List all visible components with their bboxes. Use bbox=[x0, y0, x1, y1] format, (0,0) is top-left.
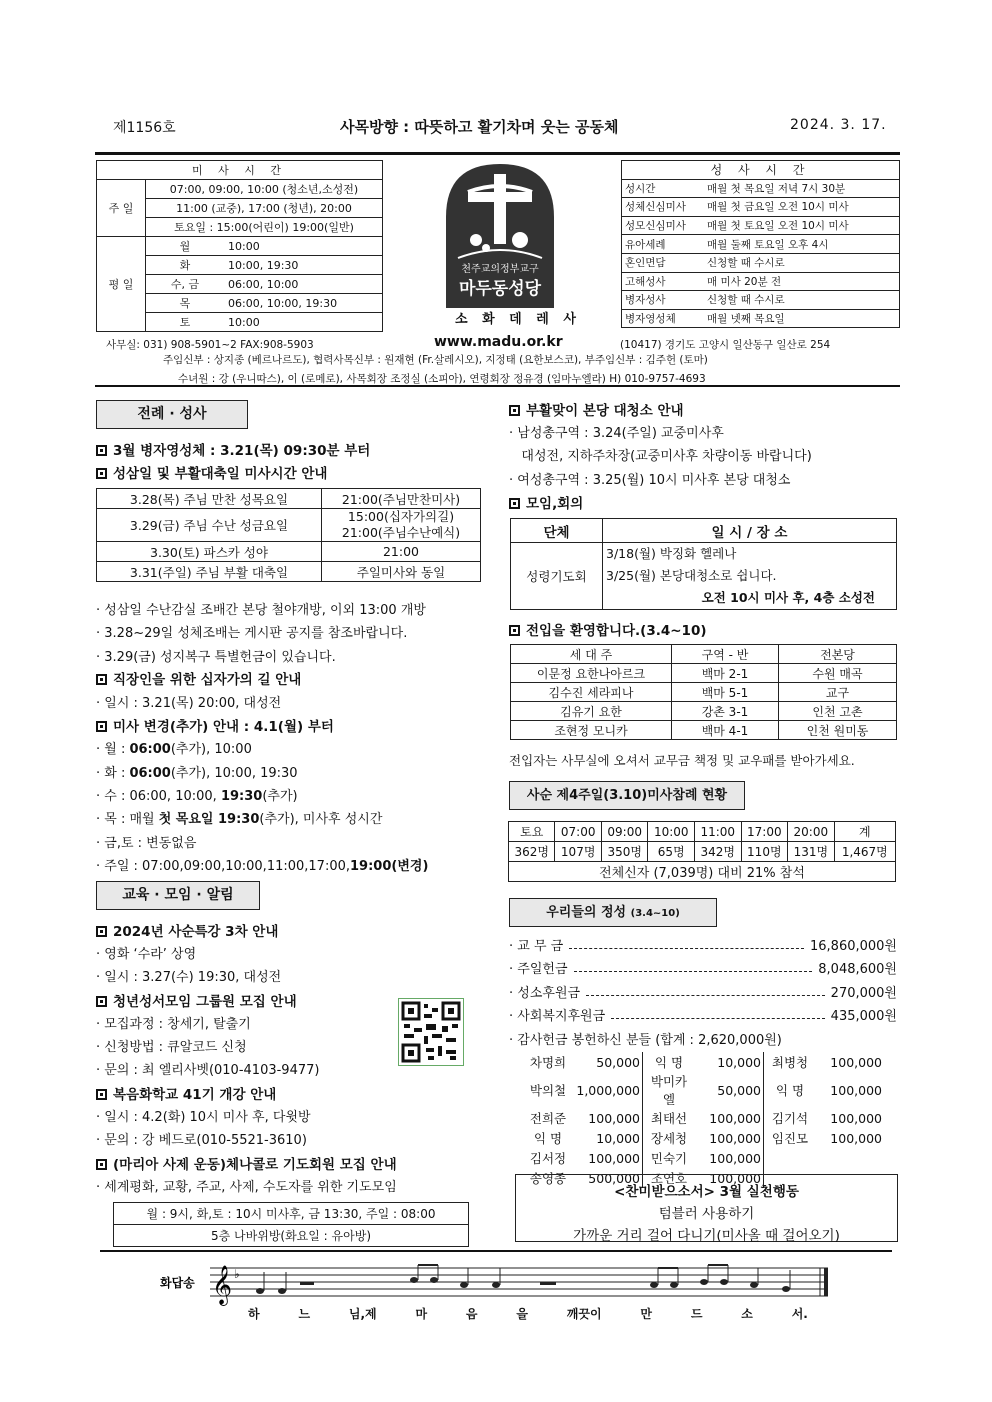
note-line: · 일시 : 3.27(수) 19:30, 대성전 bbox=[96, 970, 282, 985]
svg-text:♭: ♭ bbox=[234, 1267, 240, 1281]
newcomers-header: 구역 - 반 bbox=[672, 645, 779, 664]
attendance-title: 사순 제4주일(3.10)미사참례 현황 bbox=[509, 781, 745, 810]
offering-title: 우리들의 정성 (3.4~10) bbox=[509, 898, 717, 927]
psalm-label: 화답송 bbox=[160, 1276, 195, 1290]
holy-week-time: 주일미사와 동일 bbox=[322, 562, 481, 582]
sacrament-time: 매월 첫 목요일 저녁 7시 30분 bbox=[704, 179, 900, 198]
attendance-header: 10:00 bbox=[648, 822, 695, 842]
attendance-value: 350명 bbox=[601, 842, 648, 862]
footer-rule bbox=[100, 1250, 892, 1252]
weekday-day: 월 bbox=[146, 237, 225, 256]
donors-grid bbox=[522, 1052, 884, 1188]
table-row: 전희준 100,000 최태선 100,000 김기석 100,000 bbox=[522, 1108, 884, 1128]
note-line: · 여성총구역 : 3.25(월) 10시 미사후 본당 대청소 bbox=[509, 473, 791, 488]
meetings-header: 단체 bbox=[511, 519, 603, 543]
attendance-header: 계 bbox=[834, 822, 895, 842]
note-line: · 영화 ‘수라’ 상영 bbox=[96, 947, 197, 962]
sacrament-time: 신청할 때 수시로 bbox=[704, 291, 900, 310]
attendance-value: 65명 bbox=[648, 842, 695, 862]
note-line: · 3.29(금) 성지복구 특별헌금이 있습니다. bbox=[96, 650, 336, 665]
header-rule bbox=[95, 152, 900, 155]
note-line: · 문의 : 최 엘리사벳(010-4103-9477) bbox=[96, 1063, 320, 1078]
note-line: · 신청방법 : 큐알코드 신청 bbox=[96, 1040, 247, 1055]
sacrament-time: 매 미사 20분 전 bbox=[704, 272, 900, 291]
sacrament-name: 병자성사 bbox=[622, 291, 705, 310]
newcomers-header: 세 대 주 bbox=[511, 645, 672, 664]
newcomer-note: 전입자는 사무실에 오셔서 교무금 책정 및 교우패를 받아가세요. bbox=[509, 753, 855, 768]
offering-line: · 교 무 금 16,860,000원 bbox=[509, 939, 897, 954]
psalm-lyrics bbox=[248, 1305, 808, 1322]
lyric-syllable: 음 bbox=[465, 1307, 478, 1321]
sacrament-name: 혼인면담 bbox=[622, 253, 705, 272]
sunday-row: 11:00 (교중), 17:00 (청년), 20:00 bbox=[146, 199, 383, 218]
square-bullet-icon bbox=[96, 721, 107, 732]
sacrament-name: 성시간 bbox=[622, 179, 705, 198]
weekday-time: 10:00 bbox=[224, 237, 383, 256]
saturday-row: 토요일 : 15:00(어린이) 19:00(일반) bbox=[146, 218, 383, 237]
attendance-header: 11:00 bbox=[695, 822, 742, 842]
attendance-header: 09:00 bbox=[601, 822, 648, 842]
weekday-day: 목 bbox=[146, 294, 225, 313]
sacraments-title: 성 사 시 간 bbox=[622, 161, 900, 180]
parish-patron: 소 화 데 레 사 bbox=[455, 312, 581, 327]
attendance-value: 362명 bbox=[509, 842, 555, 862]
holy-week-time: 21:00(주님만찬미사) bbox=[322, 489, 481, 509]
staff-line: 수녀원 : 강 (우니따스), 이 (로메로), 사목회장 조정실 (소피아), 연령회장 정유경 (임마누엘라) H) 010-9757-4693 bbox=[178, 373, 706, 385]
note-line: · 3.28~29일 성체조배는 게시판 공지를 참조바랍니다. bbox=[96, 626, 408, 641]
square-bullet-icon bbox=[96, 1089, 107, 1100]
attendance-table bbox=[508, 821, 896, 882]
weekday-time: 06:00, 10:00, 19:30 bbox=[224, 294, 383, 313]
table-row: 조현정 모니카 백마 4-1 인천 원미동 bbox=[511, 721, 897, 740]
mass-change-line: · 목 : 매월 첫 목요일 19:30(추가), 미사후 성시간 bbox=[96, 812, 383, 827]
newcomers-table bbox=[510, 644, 897, 740]
notice-heading: 직장인을 위한 십자가의 길 안내 bbox=[96, 668, 301, 688]
table-row: 김유기 요한 강촌 3-1 인천 고촌 bbox=[511, 702, 897, 721]
mass-change-line: · 화 : 06:00(추가), 10:00, 19:30 bbox=[96, 766, 298, 781]
prayer-schedule-table bbox=[113, 1202, 469, 1247]
svg-text:𝄞: 𝄞 bbox=[212, 1265, 233, 1305]
sacraments-table bbox=[621, 160, 900, 328]
pastoral-motto: 사목방향 : 따뜻하고 활기차며 웃는 공동체 bbox=[340, 118, 619, 136]
note-line: · 문의 : 강 베드로(010-5521-3610) bbox=[96, 1133, 307, 1148]
notice-heading: 미사 변경(추가) 안내 : 4.1(월) 부터 bbox=[96, 715, 334, 735]
table-row: 익 명 10,000 장세청 100,000 임진모 100,000 bbox=[522, 1128, 884, 1148]
parish-name: 마두동성당 bbox=[458, 279, 542, 299]
priests-line: 주임신부 : 상지종 (베르나르도), 협력사목신부 : 원재현 (Fr.살레시오), 지정태 (요한보스코), 부주임신부 : 김주헌 (토마) bbox=[163, 354, 708, 366]
campaign-line: 텀블러 사용하기 bbox=[658, 1206, 755, 1222]
parish-logo bbox=[438, 162, 562, 310]
office-phone: 사무실: 031) 908-5901~2 FAX:908-5903 bbox=[106, 339, 314, 351]
address: (10417) 경기도 고양시 일산동구 일산로 254 bbox=[620, 339, 831, 351]
sunday-label: 주 일 bbox=[97, 180, 146, 237]
qr-code-icon[interactable] bbox=[398, 998, 464, 1066]
lyric-syllable: 깨끗이 bbox=[566, 1307, 602, 1321]
table-row: 송영종 500,000 조연호 100,000 bbox=[522, 1168, 884, 1188]
meeting-entry: 오전 10시 미사 후, 4층 소성전 bbox=[701, 590, 875, 605]
square-bullet-icon bbox=[509, 405, 520, 416]
prayer-schedule-place: 5층 나바위방(화요일 : 유아방) bbox=[114, 1225, 469, 1247]
table-row: 박의철 1,000,000 박미카엘 50,000 익 명 100,000 bbox=[529, 1074, 882, 1107]
thanks-heading: · 감사헌금 봉헌하신 분들 (합계 : 2,620,000원) bbox=[509, 1033, 782, 1048]
table-row: 이문정 요한나아르크 백마 2-1 수원 매곡 bbox=[511, 664, 897, 683]
sacrament-name: 유아세례 bbox=[622, 235, 705, 254]
sunday-row: 07:00, 09:00, 10:00 (청소년,소성전) bbox=[146, 180, 383, 199]
lyric-syllable: 마 bbox=[415, 1307, 428, 1321]
attendance-header: 17:00 bbox=[741, 822, 788, 842]
square-bullet-icon bbox=[96, 468, 107, 479]
meeting-entry: 3/18(월) 박징화 헬레나 bbox=[606, 546, 737, 561]
square-bullet-icon bbox=[96, 1159, 107, 1170]
notice-heading: 전입을 환영합니다.(3.4~10) bbox=[509, 619, 707, 639]
note-line: · 일시 : 3.21(목) 20:00, 대성전 bbox=[96, 696, 282, 711]
mass-change-line: · 금,토 : 변동없음 bbox=[96, 836, 197, 851]
offering-line: · 사회복지후원금 435,000원 bbox=[509, 1009, 897, 1024]
note-line: 대성전, 지하주차장(교중미사후 차량이동 바랍니다) bbox=[509, 449, 812, 464]
holy-week-time: 21:00(주님수난예식) bbox=[341, 525, 461, 540]
holy-week-day: 3.28(목) 주님 만찬 성목요일 bbox=[97, 489, 322, 509]
sacrament-name: 병자영성체 bbox=[622, 309, 705, 328]
sacrament-time: 매월 둘째 토요일 오후 4시 bbox=[704, 235, 900, 254]
weekday-time: 10:00 bbox=[224, 313, 383, 332]
notice-heading: 복음화학교 41기 개강 안내 bbox=[96, 1083, 276, 1103]
sacrament-time: 매월 첫 토요일 오전 10시 미사 bbox=[704, 216, 900, 235]
lyric-syllable: 님,제 bbox=[348, 1307, 377, 1321]
education-section-title: 교육 · 모임 · 알림 bbox=[96, 881, 260, 910]
section-rule bbox=[95, 385, 900, 387]
attendance-value: 131명 bbox=[788, 842, 835, 862]
notice-heading: 3월 병자영성체 : 3.21(목) 09:30분 부터 bbox=[96, 439, 370, 459]
table-row: 김수진 세라피나 백마 5-1 교구 bbox=[511, 683, 897, 702]
sacrament-time: 매월 첫 금요일 오전 10시 미사 bbox=[704, 198, 900, 217]
campaign-box bbox=[515, 1174, 898, 1242]
holy-week-day: 3.29(금) 주님 수난 성금요일 bbox=[97, 509, 322, 542]
mass-times-table bbox=[96, 160, 383, 332]
meetings-header: 일 시 / 장 소 bbox=[603, 519, 897, 543]
attendance-value: 110명 bbox=[741, 842, 788, 862]
mass-times-title: 미 사 시 간 bbox=[97, 161, 383, 180]
holy-week-day: 3.31(주일) 주님 부활 대축일 bbox=[97, 562, 322, 582]
lyric-syllable: 느 bbox=[298, 1307, 311, 1321]
mass-change-line: · 수 : 06:00, 10:00, 19:30(추가) bbox=[96, 789, 298, 804]
table-row: 김서정 100,000 민숙기 100,000 bbox=[522, 1148, 884, 1168]
attendance-header: 07:00 bbox=[555, 822, 602, 842]
attendance-total: 전체신자 (7,039명) 대비 21% 참석 bbox=[509, 862, 896, 882]
meeting-entry: 3/25(월) 본당대청소로 쉽니다. bbox=[606, 568, 777, 583]
holy-week-day: 3.30(토) 파스카 성야 bbox=[97, 542, 322, 562]
weekday-time: 06:00, 10:00 bbox=[224, 275, 383, 294]
lyric-syllable: 을 bbox=[516, 1307, 528, 1321]
weekday-label: 평 일 bbox=[97, 237, 146, 332]
sacrament-name: 고해성사 bbox=[622, 272, 705, 291]
holy-week-time: 15:00(십자가의길) bbox=[347, 509, 455, 524]
lyric-syllable: 드 bbox=[690, 1307, 703, 1321]
lyric-syllable: 만 bbox=[640, 1307, 652, 1321]
prayer-schedule-time: 월 : 9시, 화,토 : 10시 미사후, 금 13:30, 주일 : 08:00 bbox=[114, 1203, 469, 1225]
notice-heading: 부활맞이 본당 대청소 안내 bbox=[509, 399, 684, 419]
holy-week-table bbox=[96, 488, 481, 582]
campaign-title: <찬미받으소서> 3월 실천행동 bbox=[614, 1184, 799, 1200]
lyric-syllable: 소 bbox=[741, 1307, 753, 1321]
notice-heading: (마리아 사제 운동)체나콜로 기도회원 모집 안내 bbox=[96, 1153, 397, 1173]
attendance-value: 1,467명 bbox=[834, 842, 895, 862]
table-row: 차명희 50,000 익 명 10,000 최병청 100,000 bbox=[522, 1052, 884, 1072]
square-bullet-icon bbox=[509, 498, 520, 509]
liturgy-section-title: 전례 · 성사 bbox=[96, 400, 248, 429]
campaign-line: 가까운 거리 걸어 다니기(미사올 때 걸어오기) bbox=[573, 1228, 840, 1244]
weekday-day: 수, 금 bbox=[146, 275, 225, 294]
attendance-value: 342명 bbox=[695, 842, 742, 862]
weekday-time: 10:00, 19:30 bbox=[224, 256, 383, 275]
square-bullet-icon bbox=[509, 625, 520, 636]
holy-week-time: 21:00 bbox=[322, 542, 481, 562]
mass-change-line: · 월 : 06:00(추가), 10:00 bbox=[96, 742, 252, 757]
website-link[interactable]: www.madu.or.kr bbox=[434, 334, 563, 350]
square-bullet-icon bbox=[96, 674, 107, 685]
sacrament-name: 성체신심미사 bbox=[622, 198, 705, 217]
square-bullet-icon bbox=[96, 445, 107, 456]
notice-heading: 모임,회의 bbox=[509, 492, 583, 512]
meeting-group: 성령기도회 bbox=[511, 543, 603, 610]
notice-heading: 2024년 사순특강 3차 안내 bbox=[96, 920, 278, 940]
mass-change-line: · 주일 : 07:00,09:00,10:00,11:00,17:00,19:00(변경) bbox=[96, 859, 429, 874]
square-bullet-icon bbox=[96, 926, 107, 937]
issue-date: 2024. 3. 17. bbox=[790, 117, 887, 133]
note-line: · 일시 : 4.2(화) 10시 미사 후, 다윗방 bbox=[96, 1110, 311, 1125]
notice-heading: 성삼일 및 부활대축일 미사시간 안내 bbox=[96, 462, 327, 482]
attendance-header: 토요 bbox=[509, 822, 555, 842]
sacrament-name: 성모신심미사 bbox=[622, 216, 705, 235]
weekday-day: 화 bbox=[146, 256, 225, 275]
attendance-header: 20:00 bbox=[788, 822, 835, 842]
weekday-day: 토 bbox=[146, 313, 225, 332]
diocese-name: 천주교의정부교구 bbox=[461, 264, 539, 275]
lyric-syllable: 서. bbox=[791, 1307, 808, 1321]
offering-line: · 성소후원금 270,000원 bbox=[509, 986, 897, 1001]
note-line: · 남성총구역 : 3.24(주일) 교중미사후 bbox=[509, 426, 724, 441]
notice-heading: 청년성서모임 그룹원 모집 안내 bbox=[96, 990, 297, 1010]
newcomers-header: 전본당 bbox=[779, 645, 897, 664]
note-line: · 세계평화, 교황, 주교, 사제, 수도자를 위한 기도모임 bbox=[96, 1180, 397, 1195]
attendance-value: 107명 bbox=[555, 842, 602, 862]
square-bullet-icon bbox=[96, 996, 107, 1007]
sacrament-time: 매월 넷째 목요일 bbox=[704, 309, 900, 328]
lyric-syllable: 하 bbox=[248, 1307, 260, 1321]
meetings-table bbox=[510, 518, 897, 610]
issue-number: 제1156호 bbox=[113, 120, 176, 136]
sacrament-time: 신청할 때 수시로 bbox=[704, 253, 900, 272]
note-line: · 성삼일 수난감실 조배간 본당 철야개방, 이외 13:00 개방 bbox=[96, 603, 426, 618]
note-line: · 모집과정 : 창세기, 탈출기 bbox=[96, 1017, 251, 1032]
offering-line: · 주일헌금 8,048,600원 bbox=[509, 962, 897, 977]
